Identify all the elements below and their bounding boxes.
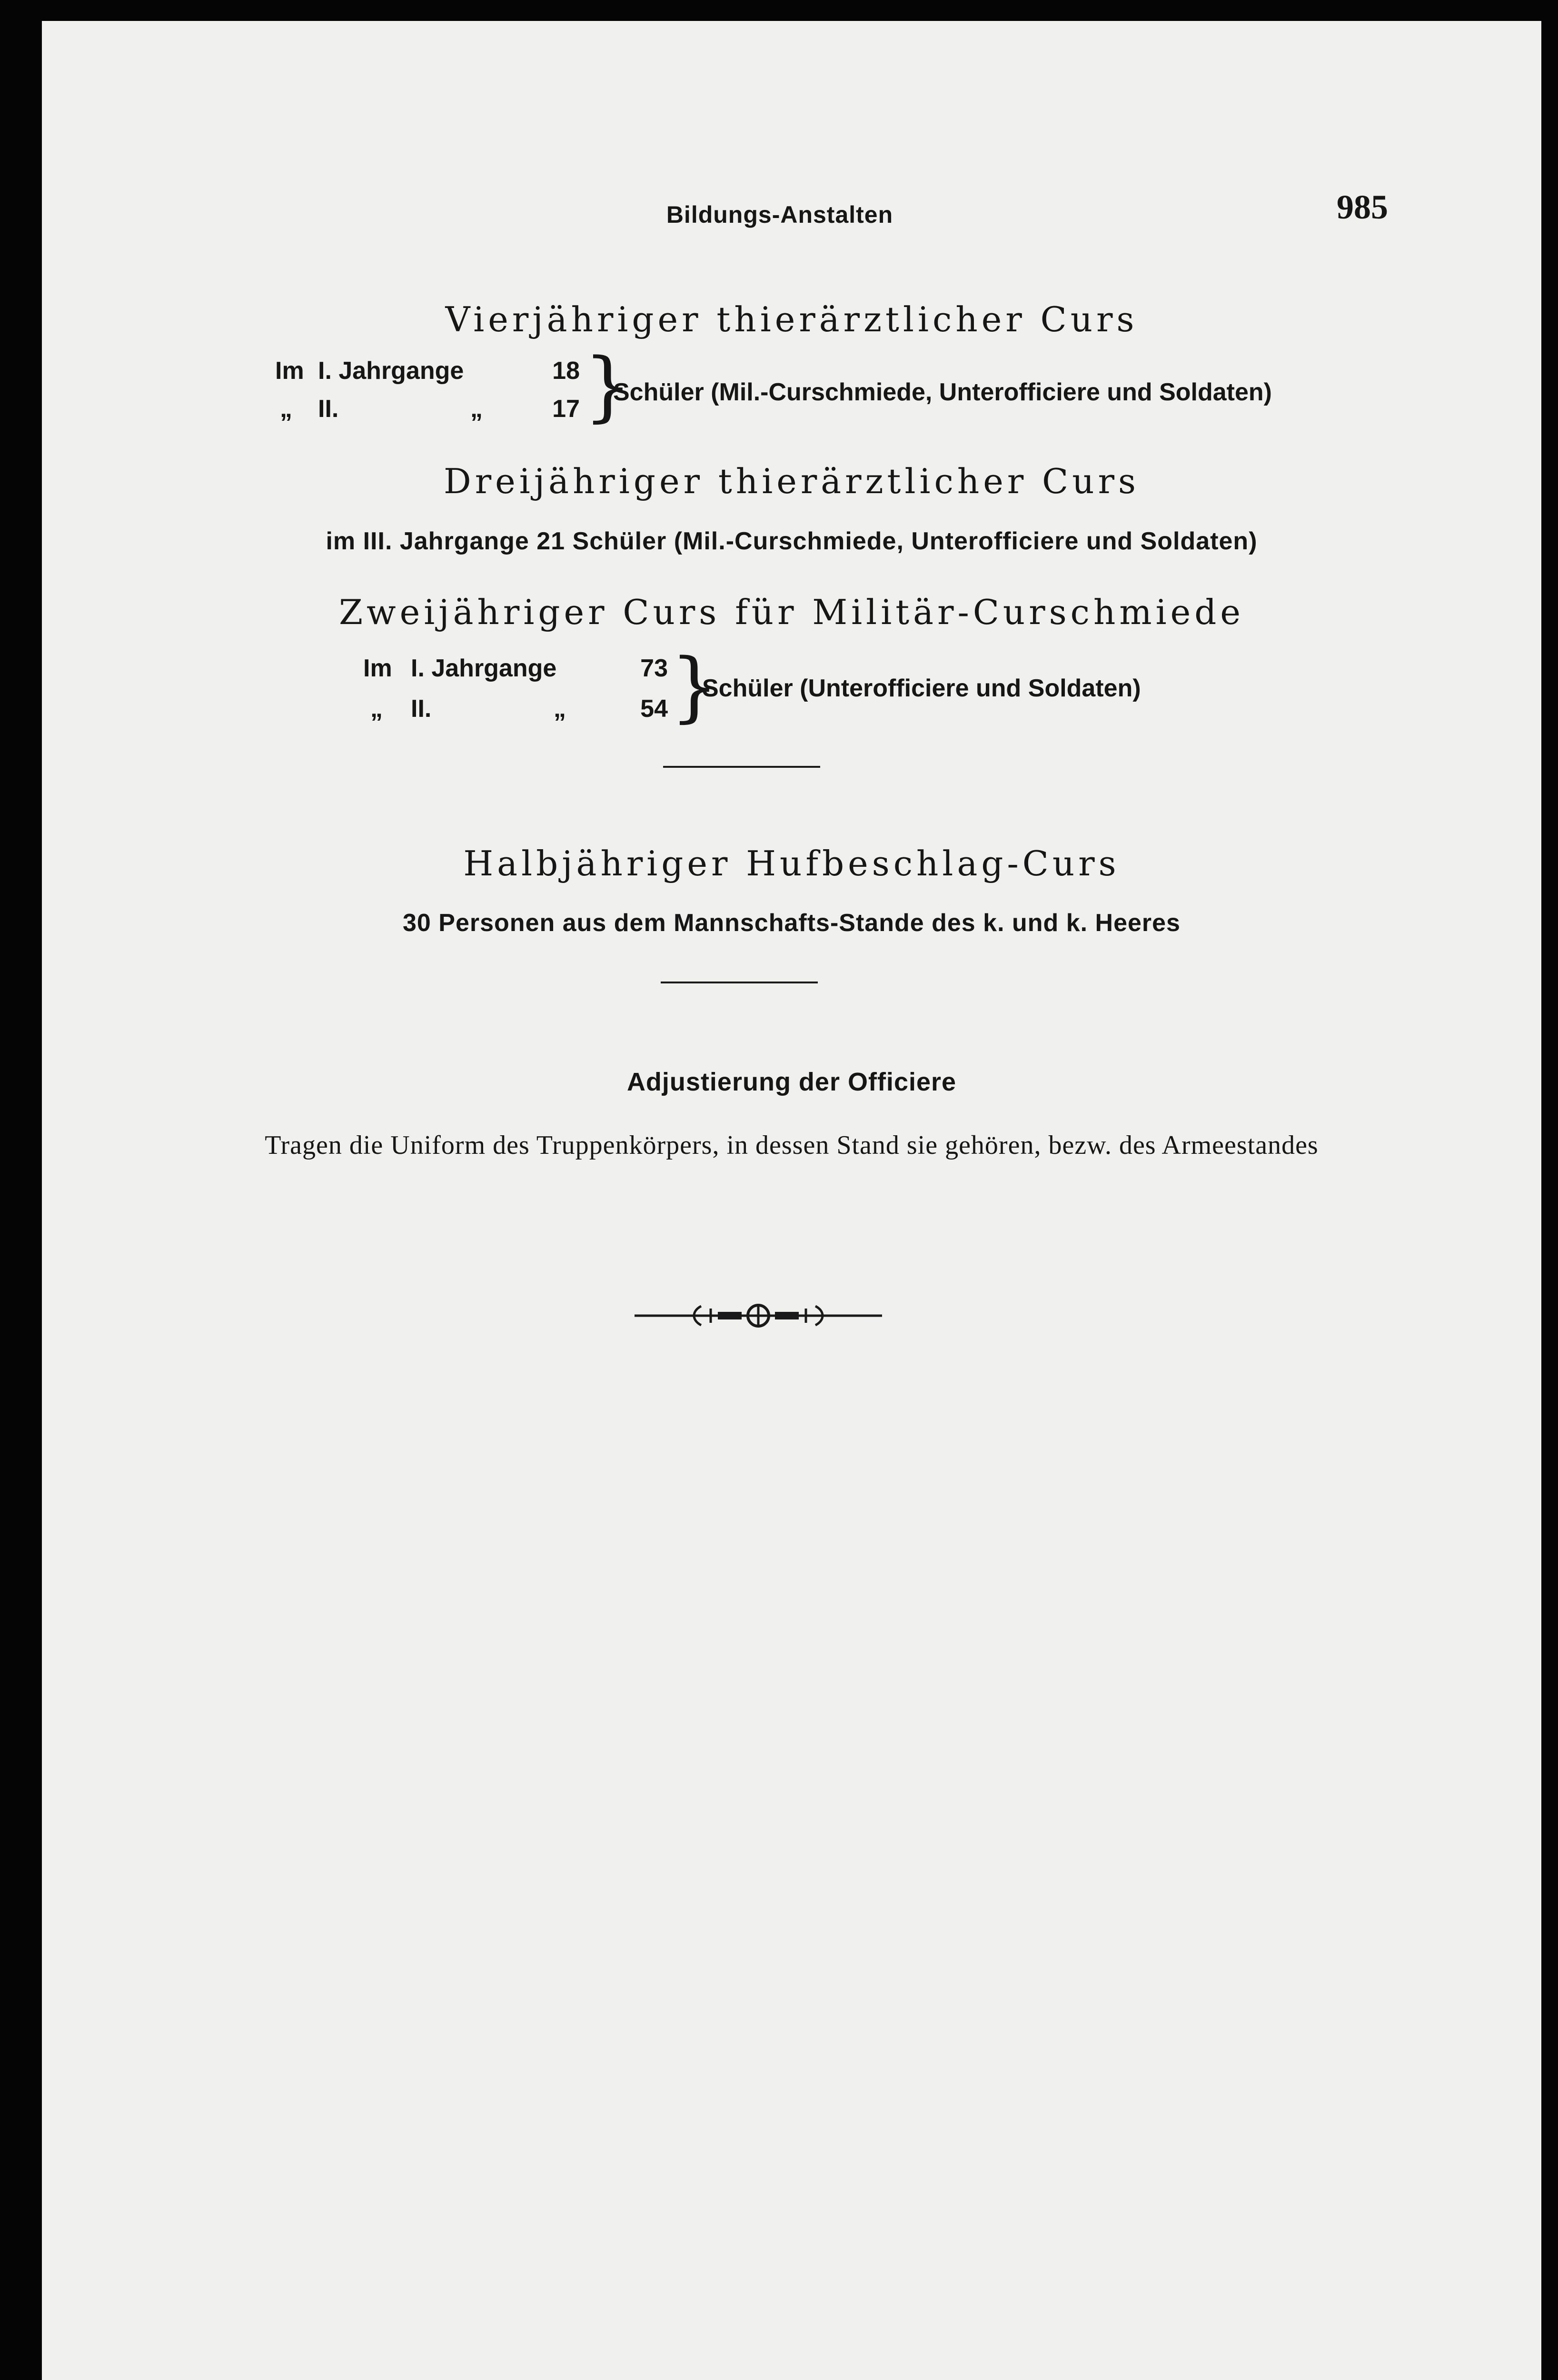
row-year: I. Jahrgange (411, 654, 557, 682)
document-page (42, 21, 1541, 2380)
page-number: 985 (1337, 188, 1388, 226)
course-halfyr-line: 30 Personen aus dem Mannschafts-Stande des k. und k. Heeres (403, 909, 1181, 937)
brace-icon: } (670, 642, 719, 731)
students-label: Schüler (Mil.-Curschmiede, Unterofficiere und Soldaten) (613, 378, 1272, 406)
brace-icon: } (584, 341, 632, 430)
row-count: 18 (552, 357, 580, 385)
brace-group-4yr (275, 341, 1370, 433)
uniform-text: Tragen die Uniform des Truppenkörpers, in dessen Stand sie gehören, bezw. des Armeestandes (265, 1130, 1319, 1160)
students-label: Schüler (Unterofficiere und Soldaten) (702, 674, 1141, 702)
section-title-3yr: Dreijähriger thierärztlicher Curs (444, 461, 1140, 501)
row-count: 17 (552, 395, 580, 423)
row-prefix: Im (275, 357, 304, 385)
section-title-4yr: Vierjähriger thierärztlicher Curs (445, 299, 1138, 339)
printer-ornament-icon (635, 1292, 882, 1339)
row-ditto: „ (470, 395, 483, 423)
row-prefix: „ (370, 695, 383, 723)
row-count: 73 (640, 654, 668, 682)
row-count: 54 (640, 695, 668, 723)
section-title-2yr: Zweijähriger Curs für Militär-Curschmiede (339, 592, 1244, 632)
row-year: II. (318, 395, 339, 423)
section-divider (663, 766, 820, 768)
row-prefix: Im (363, 654, 392, 682)
section-title-halfyr: Halbjähriger Hufbeschlag-Curs (463, 843, 1120, 883)
course-3yr-line: im III. Jahrgange 21 Schüler (Mil.-Curschmiede, Unterofficiere und Soldaten) (326, 527, 1258, 555)
row-year: II. (411, 695, 432, 723)
uniform-heading: Adjustierung der Officiere (626, 1068, 957, 1096)
row-prefix: „ (280, 395, 292, 423)
running-header: Bildungs-Anstalten (666, 201, 893, 228)
row-year: I. Jahrgange (318, 357, 464, 385)
row-ditto: „ (554, 695, 566, 723)
brace-group-2yr (363, 642, 1220, 731)
section-divider (661, 982, 818, 983)
